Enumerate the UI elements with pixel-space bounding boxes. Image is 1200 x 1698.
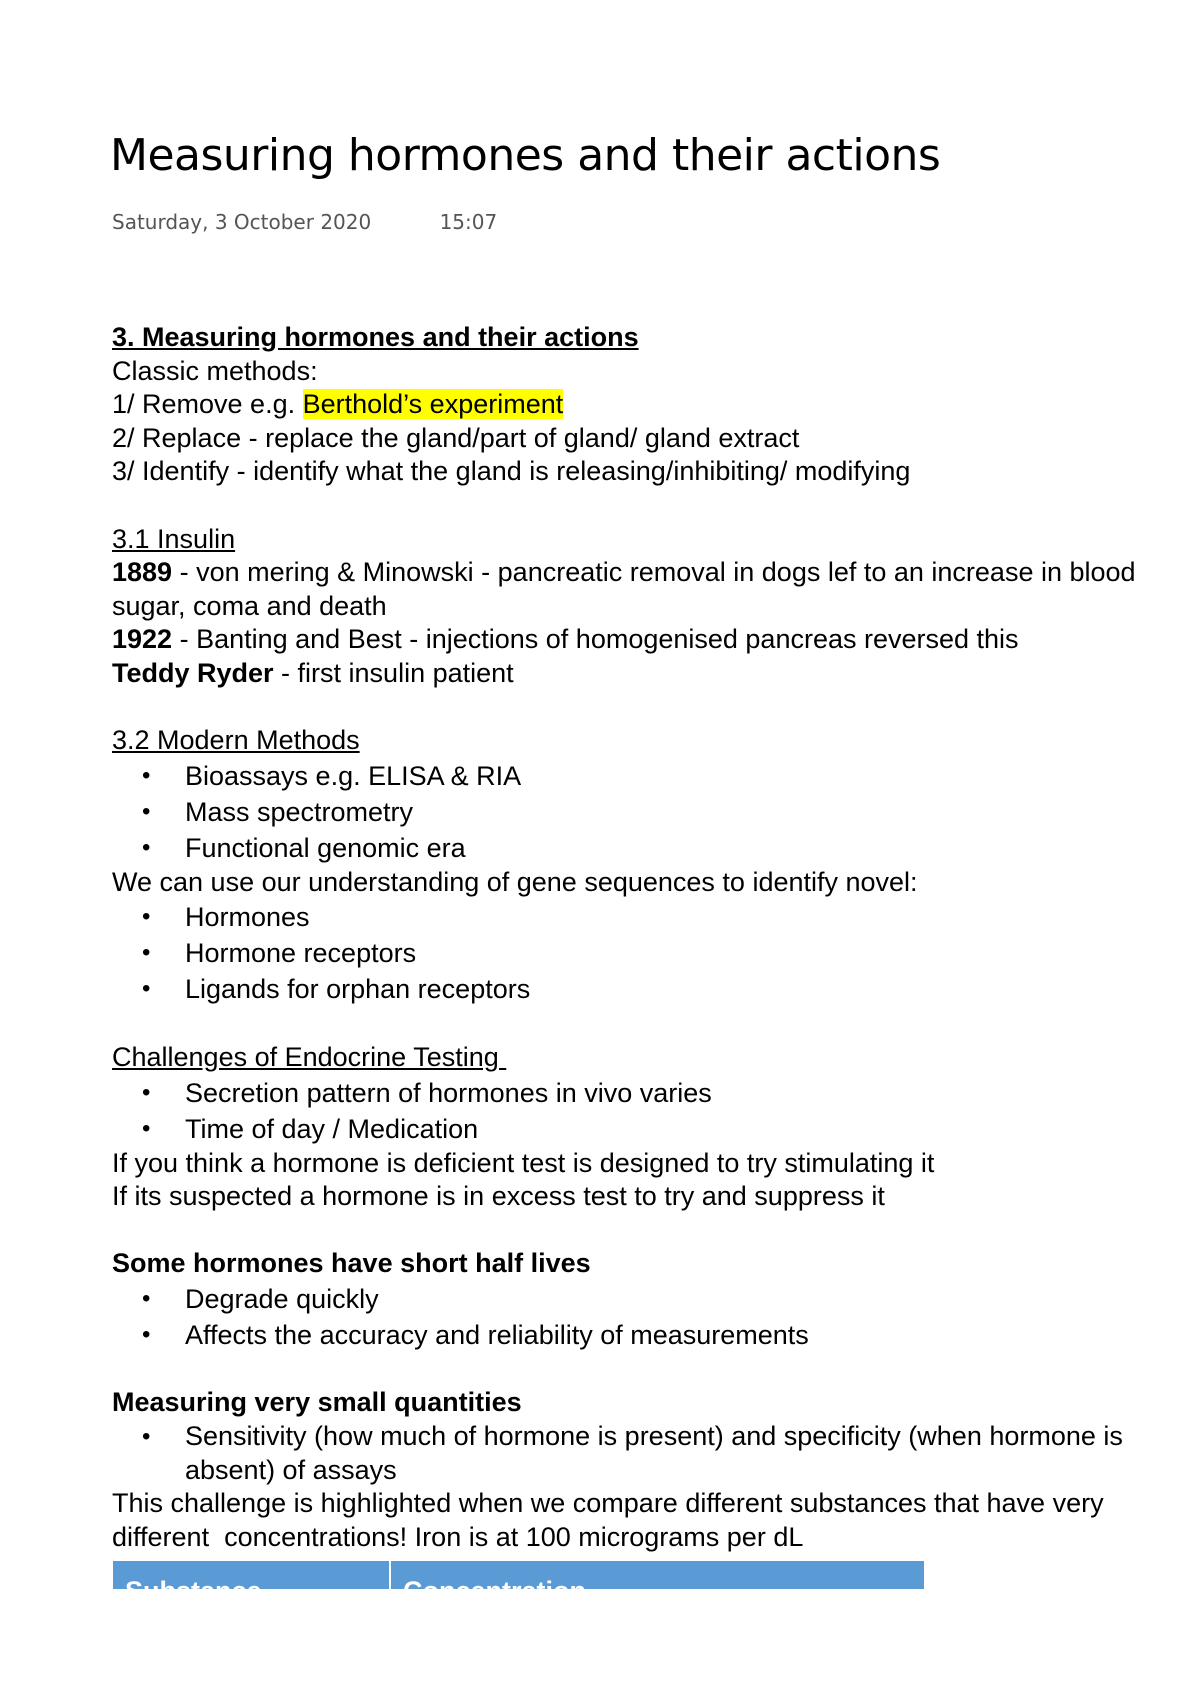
small-quantities-paragraph: This challenge is highlighted when we compare different substances that have very different concentrations! Iron is at 100 micrograms per dL xyxy=(112,1488,1112,1552)
classic-method-3: 3/ Identify - identify what the gland is releasing/inhibiting/ modifying xyxy=(112,456,911,487)
insulin-line-patient xyxy=(112,657,1152,691)
page-date: Saturday, 3 October 2020 xyxy=(112,210,372,234)
highlighted-text: Berthold’s experiment xyxy=(302,389,564,420)
list-item: • Mass spectrometry xyxy=(112,794,1152,830)
insulin-line-1922 xyxy=(112,623,1152,657)
list-item: • Time of day / Medication xyxy=(112,1111,1152,1147)
list-item: • Degrade quickly xyxy=(112,1281,1152,1317)
year-1922: 1922 xyxy=(112,624,173,655)
insulin-line-patient-text: - first insulin patient xyxy=(273,657,514,688)
page-time: 15:07 xyxy=(439,210,498,234)
section-heading-modern: 3.2 Modern Methods xyxy=(112,725,360,756)
list-item: • Hormone receptors xyxy=(112,935,1152,971)
year-1889: 1889 xyxy=(112,557,173,588)
classic-method-1-text: 1/ Remove e.g. xyxy=(112,389,303,420)
insulin-line-1889-text: - von mering & Minowski - pancreatic removal in dogs lef to an increase in blood sugar, coma and death xyxy=(112,557,1136,621)
section-heading-small-quantities: Measuring very small quantities xyxy=(112,1387,522,1418)
section-heading-insulin: 3.1 Insulin xyxy=(112,523,236,554)
note-body xyxy=(112,321,1152,1554)
list-item: • Bioassays e.g. ELISA & RIA xyxy=(112,758,1152,794)
section-heading-challenges: Challenges of Endocrine Testing xyxy=(112,1041,507,1072)
novel-items-list xyxy=(112,899,1152,1007)
list-item: • Hormones xyxy=(112,899,1152,935)
list-item: • Affects the accuracy and reliability of measurements xyxy=(112,1317,1152,1353)
classic-method-1 xyxy=(112,388,1152,422)
page-title: Measuring hormones and their actions xyxy=(110,130,941,181)
list-item: • Secretion pattern of hormones in vivo varies xyxy=(112,1075,1152,1111)
modern-methods-list xyxy=(112,758,1152,866)
section-heading-3: 3. Measuring hormones and their actions xyxy=(112,322,639,352)
page-metadata xyxy=(112,210,497,234)
half-lives-list xyxy=(112,1281,1152,1353)
section-heading-half-lives: Some hormones have short half lives xyxy=(112,1248,591,1279)
table-header-concentration: Concentration xyxy=(403,1576,587,1606)
table-header-cell xyxy=(391,1561,924,1606)
table-header-cell xyxy=(113,1561,391,1606)
challenges-list xyxy=(112,1075,1152,1147)
small-quantities-list xyxy=(112,1420,1152,1487)
list-item: • Functional genomic era xyxy=(112,830,1152,866)
classic-method-2: 2/ Replace - replace the gland/part of gland/ gland extract xyxy=(112,422,800,453)
list-item: • Sensitivity (how much of hormone is present) and specificity (when hormone is absent) of assays xyxy=(112,1420,1152,1487)
insulin-line-1889 xyxy=(112,556,1152,623)
challenges-line-excess: If its suspected a hormone is in excess test to try and suppress it xyxy=(112,1181,885,1212)
challenges-line-deficient: If you think a hormone is deficient test is designed to try stimulating it xyxy=(112,1147,935,1178)
classic-methods-intro: Classic methods: xyxy=(112,355,318,386)
table-header-substance: Substance xyxy=(125,1576,262,1606)
insulin-line-1922-text: - Banting and Best - injections of homogenised pancreas reversed this xyxy=(172,624,1019,655)
gene-sequences-sentence: We can use our understanding of gene sequences to identify novel: xyxy=(112,866,918,897)
patient-name: Teddy Ryder xyxy=(112,657,274,688)
concentration-table-header xyxy=(113,1561,924,1606)
list-item: • Ligands for orphan receptors xyxy=(112,971,1152,1007)
